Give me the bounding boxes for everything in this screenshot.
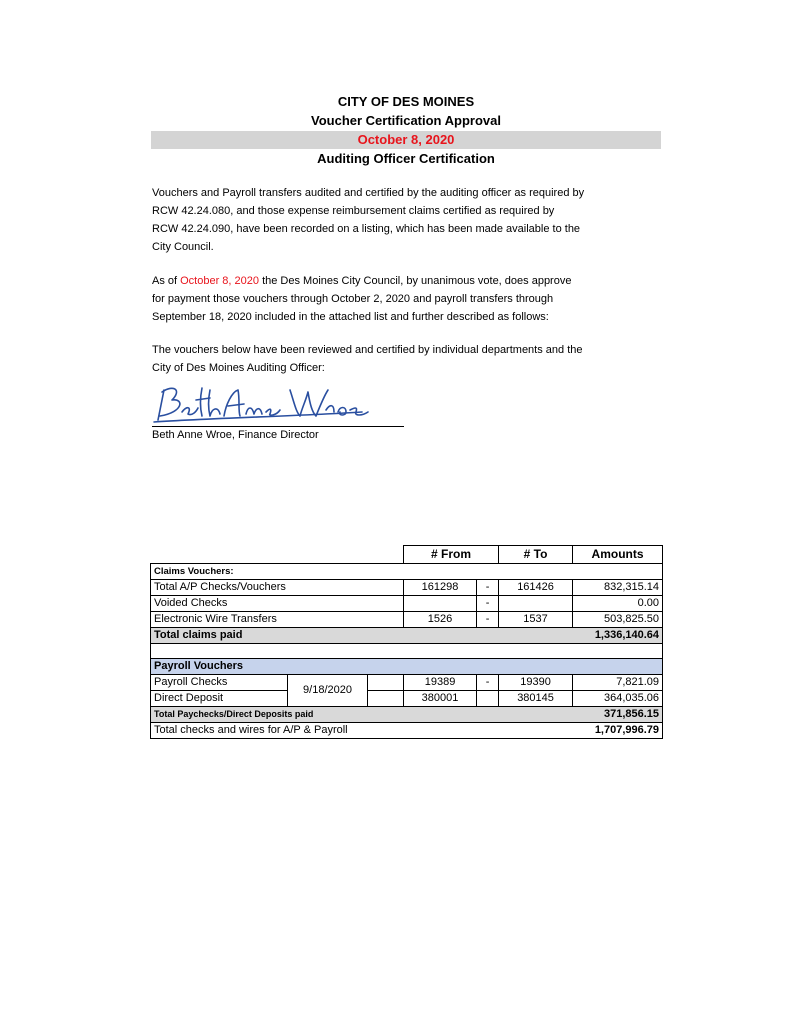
signature-line — [152, 382, 404, 427]
table-row — [151, 675, 663, 691]
text-line — [152, 272, 652, 290]
text-line: Vouchers and Payroll transfers audited and certified by the auditing officer as required by — [152, 187, 585, 199]
review-paragraph — [152, 341, 652, 377]
range-dash — [477, 691, 499, 707]
handwritten-signature — [152, 382, 392, 426]
to-value: 161426 — [499, 580, 573, 596]
spacer-cell — [151, 644, 663, 659]
text-fragment: As of — [152, 275, 181, 287]
certification-paragraph — [152, 184, 652, 256]
text-line: City Council. — [152, 241, 214, 253]
row-label: Total claims paid — [151, 628, 573, 644]
row-label: Total checks and wires for A/P & Payroll — [151, 723, 573, 739]
voucher-summary-table — [150, 545, 663, 739]
amount-value: 0.00 — [573, 596, 663, 612]
to-value: 380145 — [499, 691, 573, 707]
blank-cell — [368, 691, 404, 707]
approval-date-band: October 8, 2020 — [151, 131, 661, 149]
claims-section-label: Claims Vouchers: — [151, 564, 663, 580]
approval-paragraph — [152, 272, 652, 326]
spacer-row — [151, 644, 663, 659]
range-dash: - — [477, 580, 499, 596]
range-dash: - — [477, 675, 499, 691]
from-value: 380001 — [404, 691, 477, 707]
payroll-section-label: Payroll Vouchers — [151, 659, 663, 675]
to-value — [499, 596, 573, 612]
signer-name: Beth Anne Wroe, Finance Director — [152, 429, 319, 441]
city-name: CITY OF DES MOINES — [337, 94, 475, 109]
claims-total-row — [151, 628, 663, 644]
row-label: Electronic Wire Transfers — [151, 612, 404, 628]
text-line: The vouchers below have been reviewed and certified by individual departments and the — [152, 344, 583, 356]
amount-value: 371,856.15 — [573, 707, 663, 723]
table-row — [151, 691, 663, 707]
table-row — [151, 580, 663, 596]
table-row — [151, 612, 663, 628]
blank-cell — [368, 675, 404, 691]
payroll-date: 9/18/2020 — [288, 675, 368, 707]
amount-value: 1,707,996.79 — [573, 723, 663, 739]
text-line: City of Des Moines Auditing Officer: — [152, 362, 325, 374]
row-label: Total Paychecks/Direct Deposits paid — [151, 707, 573, 723]
amount-value: 364,035.06 — [573, 691, 663, 707]
document-title: Voucher Certification Approval — [311, 113, 501, 128]
row-label: Payroll Checks — [151, 675, 288, 691]
table-row — [151, 596, 663, 612]
amount-value: 832,315.14 — [573, 580, 663, 596]
payroll-total-row — [151, 707, 663, 723]
blank-header-cell — [151, 546, 404, 564]
text-line: for payment those vouchers through October 2, 2020 and payroll transfers through — [152, 293, 554, 305]
table-header-row — [151, 546, 663, 564]
row-label: Total A/P Checks/Vouchers — [151, 580, 404, 596]
amount-value: 503,825.50 — [573, 612, 663, 628]
to-value: 19390 — [499, 675, 573, 691]
amount-value: 7,821.09 — [573, 675, 663, 691]
text-fragment: the Des Moines City Council, by unanimous vote, does approve — [259, 275, 572, 287]
range-dash: - — [477, 596, 499, 612]
document-subtitle: Auditing Officer Certification — [317, 151, 495, 166]
approval-date-inline: October 8, 2020 — [180, 275, 260, 287]
range-dash: - — [477, 612, 499, 628]
from-value — [404, 596, 477, 612]
claims-section-row — [151, 564, 663, 580]
column-header-from: # From — [404, 546, 499, 564]
text-line: RCW 42.24.080, and those expense reimbursement claims certified as required by — [152, 205, 555, 217]
text-line: September 18, 2020 included in the attached list and further described as follows: — [152, 311, 549, 323]
to-value: 1537 — [499, 612, 573, 628]
text-line: RCW 42.24.090, have been recorded on a listing, which has been made available to the — [152, 223, 581, 235]
row-label: Voided Checks — [151, 596, 404, 612]
amount-value: 1,336,140.64 — [573, 628, 663, 644]
from-value: 19389 — [404, 675, 477, 691]
column-header-amounts: Amounts — [573, 546, 663, 564]
grand-total-row — [151, 723, 663, 739]
payroll-section-row — [151, 659, 663, 675]
from-value: 161298 — [404, 580, 477, 596]
from-value: 1526 — [404, 612, 477, 628]
column-header-to: # To — [499, 546, 573, 564]
row-label: Direct Deposit — [151, 691, 288, 707]
